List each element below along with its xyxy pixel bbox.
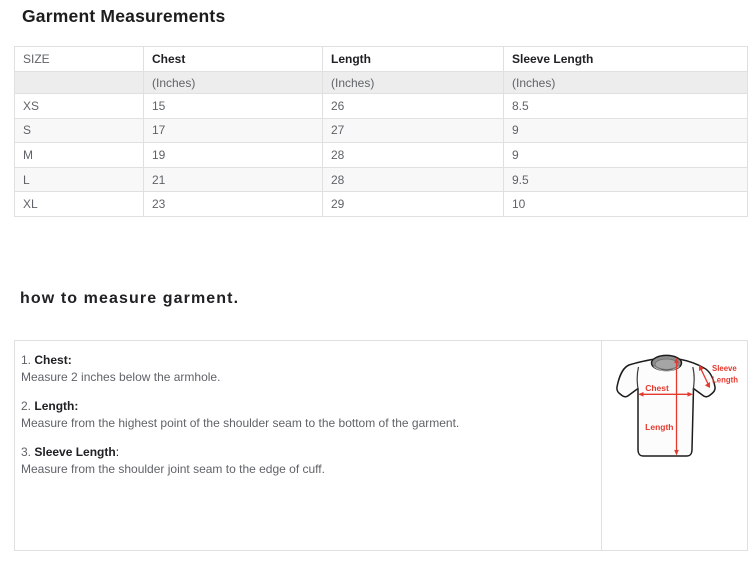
cell-length: 29 bbox=[323, 192, 504, 217]
measure-instructions bbox=[15, 341, 602, 550]
cell-size: S bbox=[15, 118, 144, 143]
length-arrow-label: Length bbox=[645, 422, 674, 432]
instruction-text: Measure from the shoulder joint seam to the edge of cuff. bbox=[21, 462, 325, 476]
instruction-heading bbox=[21, 398, 589, 415]
instruction-item-length bbox=[21, 398, 589, 432]
cell-size: M bbox=[15, 143, 144, 168]
cell-size: L bbox=[15, 167, 144, 192]
cell-chest: 19 bbox=[144, 143, 323, 168]
cell-chest: 23 bbox=[144, 192, 323, 217]
tshirt-outline bbox=[617, 359, 715, 456]
instruction-item-sleeve-length bbox=[21, 444, 589, 478]
instruction-label: Chest: bbox=[34, 353, 72, 367]
chest-arrow-label: Chest bbox=[645, 383, 669, 393]
table-header-row bbox=[15, 47, 748, 72]
table-row-m bbox=[15, 143, 748, 168]
page-title: Garment Measurements bbox=[22, 6, 226, 26]
instruction-number: 1. bbox=[21, 353, 32, 367]
cell-sleeve: 9.5 bbox=[504, 167, 748, 192]
table-row-s bbox=[15, 118, 748, 143]
instruction-label: Sleeve Length bbox=[34, 445, 116, 459]
cell-sleeve: 8.5 bbox=[504, 94, 748, 119]
table-row-xs bbox=[15, 94, 748, 119]
cell-sleeve: 9 bbox=[504, 118, 748, 143]
column-header-length: Length bbox=[323, 47, 504, 72]
instruction-item-chest bbox=[21, 352, 589, 386]
cell-length: 28 bbox=[323, 143, 504, 168]
units-row bbox=[15, 72, 748, 94]
sleeve-length-label-line2: Length bbox=[712, 375, 738, 385]
cell-chest: 17 bbox=[144, 118, 323, 143]
measure-section-title: how to measure garment. bbox=[20, 290, 240, 307]
size-table bbox=[14, 46, 748, 217]
measure-box bbox=[14, 340, 748, 551]
cell-size: XL bbox=[15, 192, 144, 217]
cell-chest: 21 bbox=[144, 167, 323, 192]
cell-sleeve: 9 bbox=[504, 143, 748, 168]
instruction-text: Measure 2 inches below the armhole. bbox=[21, 370, 221, 384]
table-row-xl bbox=[15, 192, 748, 217]
instruction-text: Measure from the highest point of the shoulder seam to the bottom of the garment. bbox=[21, 416, 460, 430]
instruction-heading bbox=[21, 444, 589, 461]
units-cell: (Inches) bbox=[323, 72, 504, 94]
column-header-chest: Chest bbox=[144, 47, 323, 72]
tshirt-measurement-diagram-image bbox=[602, 341, 747, 550]
instruction-label: Length: bbox=[34, 399, 79, 413]
tshirt-collar-inner bbox=[655, 359, 678, 369]
instruction-heading bbox=[21, 352, 589, 369]
measure-diagram bbox=[602, 341, 747, 550]
cell-length: 27 bbox=[323, 118, 504, 143]
cell-chest: 15 bbox=[144, 94, 323, 119]
cell-size: XS bbox=[15, 94, 144, 119]
units-cell: (Inches) bbox=[504, 72, 748, 94]
instruction-suffix: : bbox=[115, 445, 120, 459]
cell-length: 28 bbox=[323, 167, 504, 192]
instruction-number: 3. bbox=[21, 445, 32, 459]
units-cell bbox=[15, 72, 144, 94]
instruction-number: 2. bbox=[21, 399, 32, 413]
cell-sleeve: 10 bbox=[504, 192, 748, 217]
table-row-l bbox=[15, 167, 748, 192]
column-header-size: SIZE bbox=[15, 47, 144, 72]
sleeve-length-label-line1: Sleeve bbox=[712, 364, 737, 373]
cell-length: 26 bbox=[323, 94, 504, 119]
units-cell: (Inches) bbox=[144, 72, 323, 94]
column-header-sleeve: Sleeve Length bbox=[504, 47, 748, 72]
